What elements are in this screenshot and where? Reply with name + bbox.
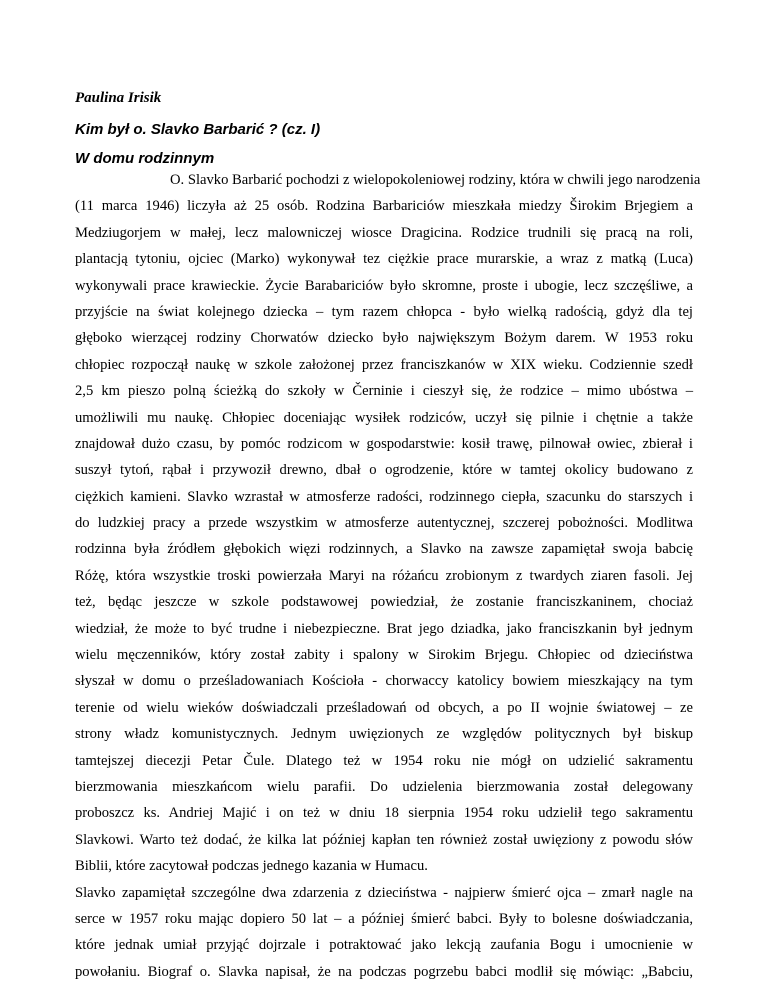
text-line: strony władz komunistycznych. Jednym uwięzionych ze względów politycznych był biskup [75,726,693,743]
text-line: Slavkowi. Warto też dodać, że kilka lat później kapłan ten również został uwięziony z powodu słów [75,831,693,848]
text-line: serce w 1957 roku mając dopiero 50 lat – a później śmierć babci. Były to bolesne doświadczania, [75,910,693,927]
body-text [75,167,701,985]
text-line: przyjście na świat kolejnego dziecka – tym razem chłopca - było wielką radością, gdyż dla tej [75,303,693,320]
text-line: umożliwili mu naukę. Chłopiec doceniając wysiłek rodziców, uczył się pilnie i chętnie a także [75,409,693,426]
text-line: rodzinna była źródłem głębokich więzi rodzinnych, a Slavko na zawsze zapamiętał swoja babcię [75,541,693,558]
text-line: Medziugorjem w małej, lecz malowniczej wiosce Dragicina. Rodzice trudnili się pracą na roli, [75,224,693,241]
text-line: 2,5 km pieszo polną ścieżką do szkoły w Černinie i cieszył się, że rodzice – mimo ubóstwa – [75,383,693,400]
author-name: Paulina Irisik [75,90,162,106]
text-line: wiedział, że może to być trudne i niebezpieczne. Brat jego dziadka, jako franciszkanin był jednym [75,620,693,637]
text-line: proboszcz ks. Andriej Majić i on też w dniu 18 sierpnia 1954 roku udzielił tego sakramentu [75,805,693,822]
text-line: terenie od wielu wieków doświadczali prześladowań od obcych, a po II wojnie światowej – ze [75,699,693,716]
article-title: Kim był o. Slavko Barbarić ? (cz. I) [75,121,321,138]
text-line: głęboko wierzącej rodziny Chorwatów dziecko było największym Bożym darem. W 1953 roku [75,330,693,347]
text-line: znajdował dużo czasu, by pomóc rodzicom w gospodarstwie: kosił trawę, pilnował owiec, zbierał i [75,435,693,452]
text-line: do ludzkiej pracy a przede wszystkim w atmosferze autentycznej, szczerej pobożności. Modlitwa [75,515,693,532]
text-line: ciężkich kamieni. Slavko wzrastał w atmosferze radości, rodzinnego ciepła, szacunku do starszych i [75,488,693,505]
text-line: (11 marca 1946) liczyła aż 25 osób. Rodzina Barbariciów mieszkała miedzy Širokim Brjegiem a [75,198,693,215]
text-line: wielu męczenników, który został zabity i spalony w Sirokim Brjegu. Chłopiec od dzieciństwa [75,647,693,664]
text-line: Biblii, które zacytował podczas jednego kazania w Humacu. [75,858,428,875]
text-line: plantacją tytoniu, ojciec (Marko) wykonywał tez ciężkie prace murarskie, a wraz z matką (Luca) [75,251,693,268]
text-line: Slavko zapamiętał szczególne dwa zdarzenia z dzieciństwa - najpierw śmierć ojca – zmarł nagle na [75,884,693,901]
text-line: też, będąc jeszcze w szkole podstawowej powiedział, że zostanie franciszkaninem, chociaż [75,594,693,611]
text-line: chłopiec rozpoczął naukę w szkole założonej przez franciszkanów w XIX wieku. Codziennie szedł [75,356,693,373]
text-line: powołaniu. Biograf o. Slavka napisał, że na podczas pogrzebu babci modlił się mówiąc: „Babciu, [75,963,693,980]
text-line: O. Slavko Barbarić pochodzi z wielopokoleniowej rodziny, która w chwili jego narodzenia [170,172,701,188]
text-line: suszył tytoń, rąbał i przywoził drewno, dbał o ogrodzenie, które w tamtej okolicy budowano z [75,462,693,479]
text-line: które jednak umiał przyjąć dojrzale i potraktować jako lekcją zaufania Bogu i umocnienie w [75,937,693,954]
text-line: Różę, która wszystkie troski powierzała Maryi na różańcu zrobionym z twardych ziaren fasoli. Jej [75,567,693,584]
section-heading: W domu rodzinnym [75,150,215,167]
text-line: bierzmowania mieszkańcom wielu parafii. Do udzielenia bierzmowania został delegowany [75,778,693,795]
text-line: słyszał w domu o prześladowaniach Kościoła - chorwaccy katolicy bowiem mieszkający na tym [75,673,693,690]
text-line: wykonywali prace krawieckie. Życie Barabariciów było skromne, proste i ubogie, lecz szczęśliwe, a [75,277,693,294]
text-line: tamtejszej diecezji Petar Čule. Dlatego też w 1954 roku nie mógł on udzielić sakramentu [75,752,693,769]
